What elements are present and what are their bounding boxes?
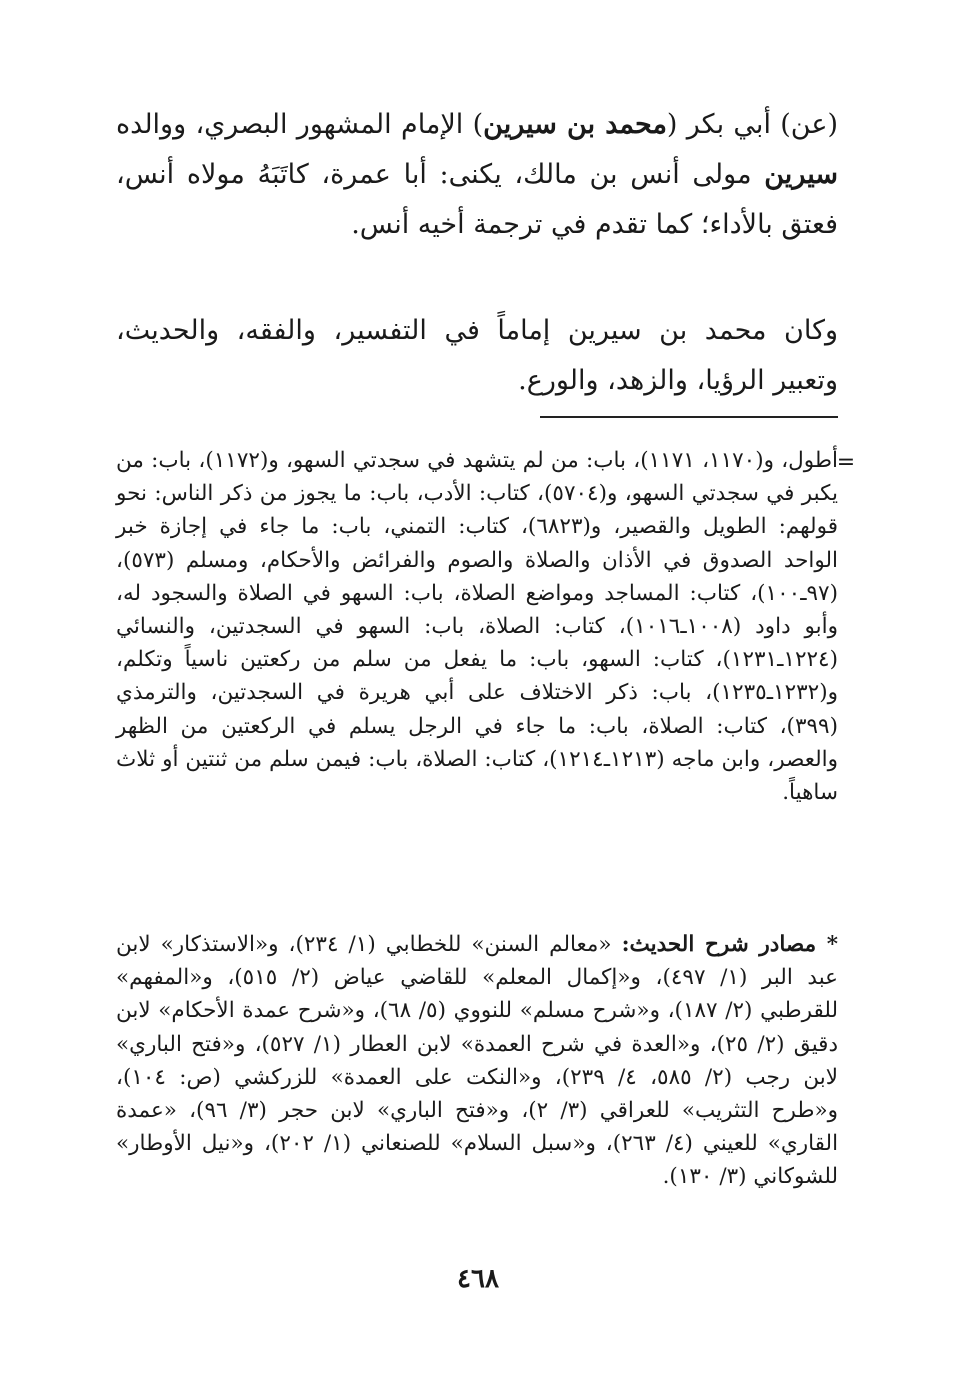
footnote-hadith-sources: أطول، و(١١٧٠، ١١٧١)، باب: من لم يتشهد في سجدتي السهو، و(١١٧٢)، باب: من يكبر في سجدتي السهو، و(٥٧٠٤)، كتاب: الأدب، باب: ما يجوز من ذكر الناس: نحو قولهم: الطويل والقصير، و(٦٨٢٣)، كتاب: التمني، باب: ما جاء في إجازة خبر الواحد الصدوق في الأذان والصلاة والصوم والفرائض والأحكام، ومسلم (٥٧٣)، (٩٧ـ١٠٠)، كتاب: المساجد ومواضع الصلاة، باب: السهو في الصلاة والسجود له، وأبو داود (١٠٠٨ـ١٠١٦)، كتاب: الصلاة، باب: السهو في السجدتين، والنسائي (١٢٢٤ـ١٢٣١)، كتاب: السهو، باب: ما يفعل من سلم من ركعتين ناسياً وتكلم، و(١٢٣٢ـ١٢٣٥)، باب: ذكر الاختلاف على أبي هريرة في السجدتين، والترمذي (٣٩٩)، كتاب: الصلاة، باب: ما جاء في الرجل يسلم في الركعتين من الظهر والعصر، وابن ماجه (١٢١٣ـ١٢١٤)، كتاب: الصلاة، باب: فيمن سلم من ثنتين أو ثلاث ساهياً. xyxy=(116,448,838,806)
father-name: سيرين xyxy=(764,159,838,190)
commentary-sources-list: «معالم السنن» للخطابي (١/ ٢٣٤)، و«الاستذكار» لابن عبد البر (١/ ٤٩٧)، و«إكمال المعلم» للقاضي عياض (٢/ ٥١٥)، و«المفهم» للقرطبي (٢/ ١٨٧)، و«شرح مسلم» للنووي (٥/ ٦٨)، و«شرح عمدة الأحكام» لابن دقيق (٢/ ٢٥)، و«العدة في شرح العمدة» لابن العطار (١/ ٥٢٧)، و«فتح الباري» لابن رجب (٢/ ٥٨٥، ٤/ ٢٣٩)، و«النكت على العمدة» للزركشي (ص: ١٠٤)، و«طرح التثريب» للعراقي (٣/ ٢)، و«فتح الباري» لابن حجر (٣/ ٩٦)، «عمدة القاري» للعيني (٤/ ٢٦٣)، و«سبل السلام» للصنعاني (١/ ٢٠٢)، و«نيل الأوطار» للشوكاني (٣/ ١٣٠). xyxy=(116,932,839,1190)
paragraph-open: (عن) أبي بكر ( xyxy=(666,109,839,140)
footnote-commentary-sources xyxy=(116,928,838,1194)
paragraph-rest: مولى أنس بن مالك، يكنى: أبا عمرة، كاتَبَهُ مولاه أنس، فعتق بالأداء؛ كما تقدم في ترجمة أخيه أنس. xyxy=(116,159,838,240)
main-paragraph-description: وكان محمد بن سيرين إماماً في التفسير، والفقه، والحديث، وتعبير الرؤيا، والزهد، والورع. xyxy=(116,315,838,396)
footnote-continuation-mark: = xyxy=(836,450,856,475)
narrator-name: محمد بن سيرين xyxy=(483,109,667,140)
paragraph-after-name: ) الإمام المشهور البصري، ووالده xyxy=(116,109,484,140)
page-number: ٤٦٨ xyxy=(457,1264,499,1294)
main-paragraph-narrator xyxy=(116,100,838,250)
footnote-divider xyxy=(540,416,838,418)
commentary-sources-heading: * مصادر شرح الحديث: xyxy=(621,932,839,957)
